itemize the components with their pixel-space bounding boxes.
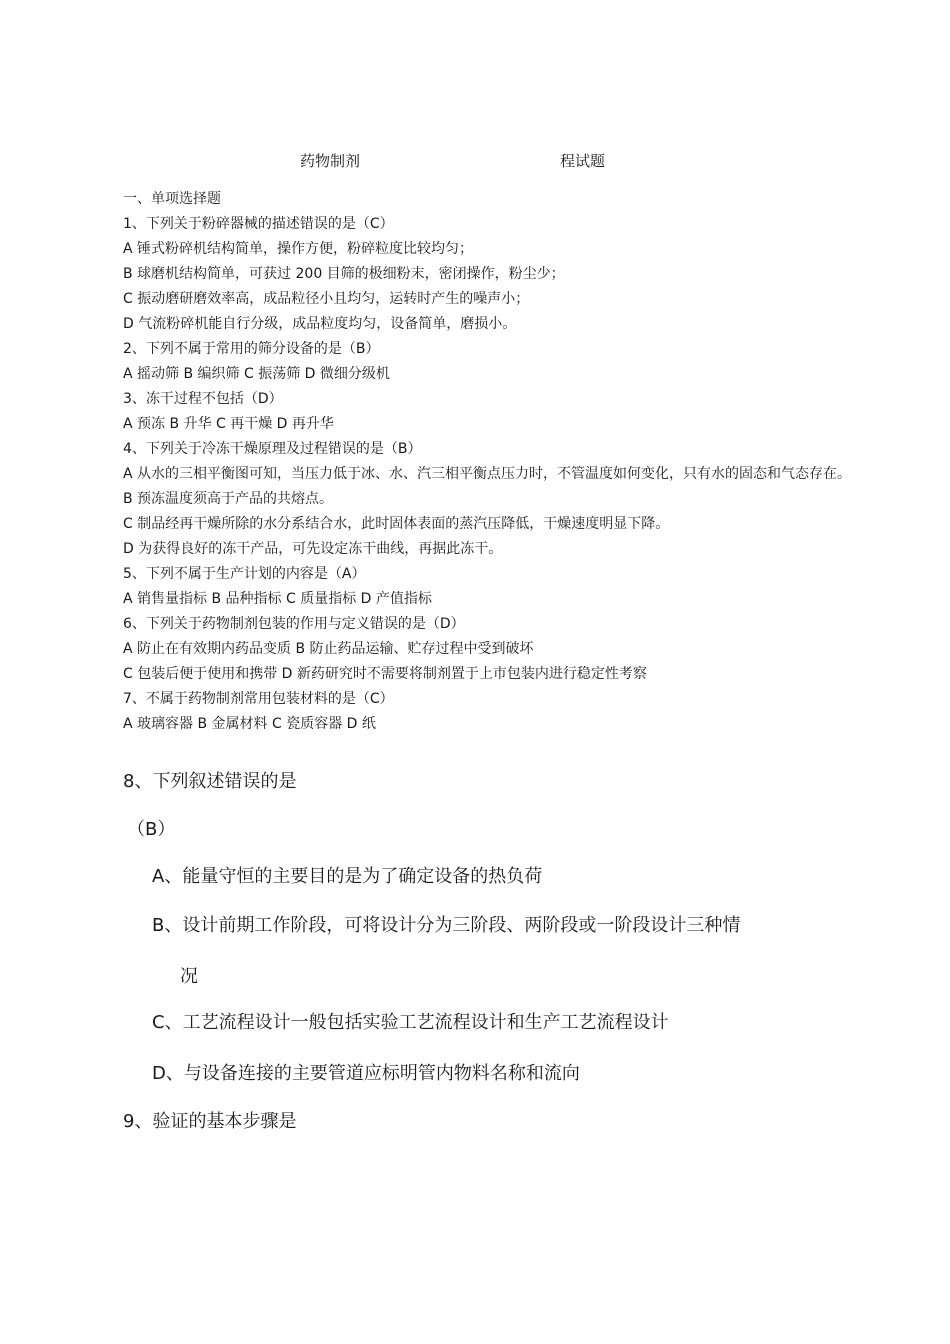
questions-block: [123, 187, 853, 737]
q5-stem: 5、下列不属于生产计划的内容是（A）: [123, 566, 366, 582]
q4-option-d: D 为获得良好的冻干产品，可先设定冻干曲线，再据此冻干。: [123, 541, 503, 557]
q6-options-ab: A 防止在有效期内药品变质 B 防止药品运输、贮存过程中受到破坏: [123, 641, 534, 657]
q4-option-a: A 从水的三相平衡图可知，当压力低于冰、水、汽三相平衡点压力时，不管温度如何变化，只有水的固态和气态存在。: [123, 466, 852, 482]
q1-stem: 1、下列关于粉碎器械的描述错误的是（C）: [123, 216, 394, 232]
q8-option-a: A、能量守恒的主要目的是为了确定设备的热负荷: [152, 866, 543, 887]
q3-stem: 3、冻干过程不包括（D）: [123, 391, 283, 407]
q1-option-d: D 气流粉碎机能自行分级，成品粒度均匀，设备简单，磨损小。: [123, 316, 517, 332]
q8-option-c: C、工艺流程设计一般包括实验工艺流程设计和生产工艺流程设计: [152, 1012, 669, 1033]
q1-option-a: A 锤式粉碎机结构简单，操作方便，粉碎粒度比较均匀；: [123, 241, 474, 257]
q4-option-b: B 预冻温度须高于产品的共熔点。: [123, 491, 334, 507]
q1-option-c: C 振动磨研磨效率高，成品粒径小且均匀，运转时产生的噪声小；: [123, 291, 530, 307]
q5-options: A 销售量指标 B 品种指标 C 质量指标 D 产值指标: [123, 591, 432, 607]
q6-options-cd: C 包装后便于使用和携带 D 新药研究时不需要将制剂置于上市包装内进行稳定性考察: [123, 666, 647, 682]
q6-stem: 6、下列关于药物制剂包装的作用与定义错误的是（D）: [123, 616, 465, 632]
q4-stem: 4、下列关于冷冻干燥原理及过程错误的是（B）: [123, 441, 422, 457]
section-heading: 一、单项选择题: [123, 191, 221, 207]
q8-answer: （B）: [127, 819, 176, 840]
doc-title-part1: 药物制剂: [300, 152, 361, 170]
q8-option-b-continued: 况: [180, 966, 198, 987]
doc-title-part2: 程试题: [560, 152, 606, 170]
q9-stem: 9、验证的基本步骤是: [123, 1111, 297, 1132]
q3-options: A 预冻 B 升华 C 再干燥 D 再升华: [123, 416, 334, 432]
q8-option-b: B、设计前期工作阶段，可将设计分为三阶段、两阶段或一阶段设计三种情: [152, 915, 741, 936]
q8-stem: 8、下列叙述错误的是: [123, 771, 297, 792]
q8-option-d: D、与设备连接的主要管道应标明管内物料名称和流向: [152, 1063, 580, 1084]
q2-stem: 2、下列不属于常用的筛分设备的是（B）: [123, 341, 380, 357]
q4-option-c: C 制品经再干燥所除的水分系结合水，此时固体表面的蒸汽压降低，干燥速度明显下降。: [123, 516, 670, 532]
q7-stem: 7、不属于药物制剂常用包装材料的是（C）: [123, 691, 394, 707]
q7-options: A 玻璃容器 B 金属材料 C 瓷质容器 D 纸: [123, 716, 376, 732]
q2-options: A 摇动筛 B 编织筛 C 振荡筛 D 微细分级机: [123, 366, 390, 382]
q1-option-b: B 球磨机结构简单，可获过 200 目筛的极细粉末，密闭操作，粉尘少；: [123, 266, 565, 282]
